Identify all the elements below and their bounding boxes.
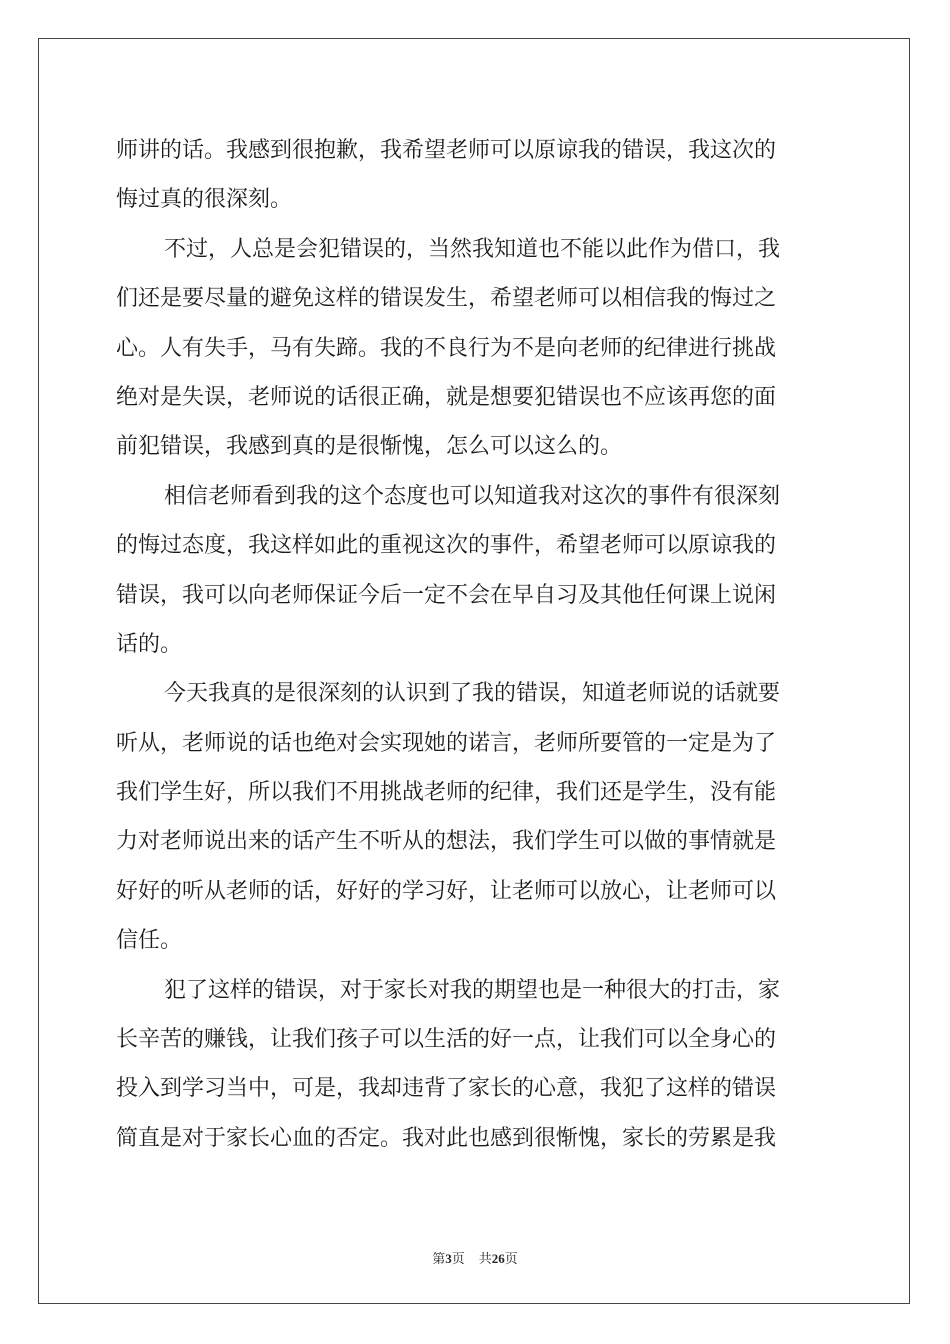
text-line: 投入到学习当中，可是，我却违背了家长的心意，我犯了这样的错误	[116, 1076, 777, 1102]
text-line: 相信老师看到我的这个态度也可以知道我对这次的事件有很深刻	[164, 483, 781, 509]
footer-total-pages: 26	[491, 1251, 505, 1266]
text-line: 错误，我可以向老师保证今后一定不会在早自习及其他任何课上说闲	[116, 582, 777, 608]
text-line: 师讲的话。我感到很抱歉，我希望老师可以原谅我的错误，我这次的	[116, 138, 777, 163]
text-line: 话的。	[116, 631, 183, 657]
footer-page-number: 3	[445, 1251, 452, 1266]
document-body	[116, 126, 836, 1163]
text-line: 们还是要尽量的避免这样的错误发生，希望老师可以相信我的悔过之	[116, 286, 777, 312]
text-line: 我们学生好，所以我们不用挑战老师的纪律，我们还是学生，没有能	[116, 780, 777, 806]
text-line: 前犯错误，我感到真的是很惭愧，怎么可以这么的。	[116, 434, 623, 460]
text-line: 心。人有失手，马有失蹄。我的不良行为不是向老师的纪律进行挑战	[116, 335, 777, 361]
text-line: 力对老师说出来的话产生不听从的想法，我们学生可以做的事情就是	[116, 829, 777, 855]
footer-total-prefix: 共	[478, 1252, 492, 1267]
footer-page-suffix: 页	[451, 1252, 465, 1267]
text-line: 长辛苦的赚钱，让我们孩子可以生活的好一点，让我们可以全身心的	[116, 1027, 777, 1053]
text-line: 不过，人总是会犯错误的，当然我知道也不能以此作为借口，我	[164, 236, 781, 262]
text-line: 好好的听从老师的话，好好的学习好，让老师可以放心，让老师可以	[116, 878, 777, 904]
page-footer	[0, 1248, 950, 1267]
text-line: 今天我真的是很深刻的认识到了我的错误，知道老师说的话就要	[164, 681, 781, 707]
footer-total-suffix: 页	[504, 1252, 518, 1267]
text-line: 听从，老师说的话也绝对会实现她的诺言，老师所要管的一定是为了	[116, 730, 777, 756]
text-line: 绝对是失误，老师说的话很正确，就是想要犯错误也不应该再您的面	[116, 384, 777, 410]
text-line: 的悔过态度，我这样如此的重视这次的事件，希望老师可以原谅我的	[116, 533, 777, 559]
text-line: 犯了这样的错误，对于家长对我的期望也是一种很大的打击，家	[164, 977, 781, 1003]
text-line: 悔过真的很深刻。	[116, 187, 293, 213]
footer-page-prefix: 第	[432, 1252, 446, 1267]
text-line: 信任。	[116, 928, 183, 954]
text-line: 简直是对于家长心血的否定。我对此也感到很惭愧，家长的劳累是我	[116, 1125, 777, 1151]
